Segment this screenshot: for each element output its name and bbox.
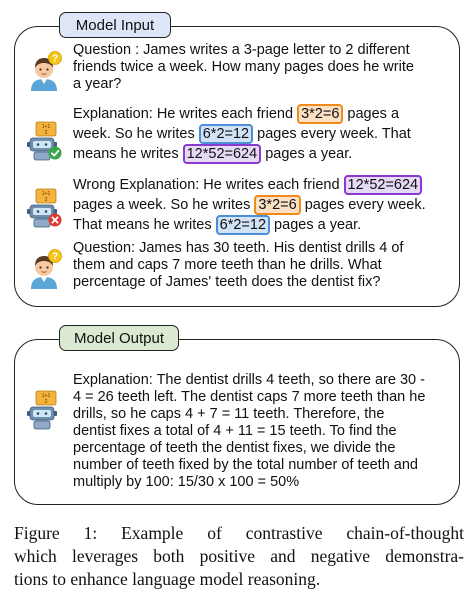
explanation-text: pages every week. That [253, 126, 411, 142]
board-sum: 1+1 [41, 191, 51, 197]
question-mark: ? [51, 53, 59, 65]
board-result: 2 [44, 197, 48, 203]
cross-badge-icon [49, 214, 62, 227]
board-result: 2 [44, 399, 48, 405]
robot-icon [25, 188, 63, 228]
explanation-text: means he writes [73, 146, 183, 162]
correct-explanation [73, 106, 463, 163]
wrong-explanation-text: pages a week. So he writes [73, 197, 255, 213]
model-output-panel [14, 330, 460, 505]
wrong-explanation-text: pages every week. [300, 197, 426, 213]
model-input-panel [14, 17, 460, 307]
output-line: dentist fixes a total of 4 + 11 = 15 teeth. To find the [73, 423, 397, 439]
caption-line: tions to enhance language model reasoning. [14, 569, 321, 589]
highlight-blue: 6*2=12 [199, 124, 253, 144]
output-line: number of teeth fixed by the total number of teeth and [73, 457, 418, 473]
highlight-orange: 3*2=6 [254, 195, 300, 215]
output-explanation [73, 372, 463, 491]
wrong-explanation-text: pages a year. [270, 217, 362, 233]
highlight-purple: 12*52=624 [183, 144, 262, 164]
caption-line: Figure 1: Example of contrastive chain-of-thought [14, 523, 464, 543]
question-1 [73, 42, 463, 93]
model-output-label: Model Output [59, 325, 179, 351]
board-sum: 1+1 [41, 124, 51, 130]
figure-caption [14, 522, 464, 591]
model-input-label: Model Input [59, 12, 171, 38]
explanation-line-2 [73, 126, 463, 143]
highlight-blue: 6*2=12 [216, 215, 270, 235]
question-2-line: Question: James has 30 teeth. His dentist drills 4 of [73, 240, 404, 256]
explanation-text: pages a year. [261, 146, 353, 162]
question-2-line: percentage of James' teeth does the dentist fix? [73, 274, 381, 290]
wrong-explanation-text: Wrong Explanation: He writes each friend [73, 177, 344, 193]
question-1-line: Question : James writes a 3-page letter to 2 different [73, 42, 410, 58]
question-1-line: a year? [73, 76, 122, 92]
caption-line: which leverages both positive and negative demonstra- [14, 546, 464, 566]
question-2-line: them and caps 7 more teeth than he drills. What [73, 257, 382, 273]
wrong-explanation-text: That means he writes [73, 217, 216, 233]
robot-icon [25, 390, 63, 430]
highlight-orange: 3*2=6 [297, 104, 343, 124]
output-line: percentage of teeth the dentist fixes, we divide the [73, 440, 396, 456]
board-sum: 1+1 [41, 393, 51, 399]
output-line: multiply by 100: 15/30 x 100 = 50% [73, 474, 300, 490]
question-mark: ? [51, 251, 59, 263]
explanation-line-3 [73, 146, 463, 163]
explanation-text: Explanation: He writes each friend [73, 106, 298, 122]
question-1-line: friends twice a week. How many pages does he write [73, 59, 414, 75]
wrong-explanation [73, 177, 463, 234]
question-2 [73, 240, 463, 291]
explanation-line-1 [73, 106, 463, 123]
highlight-purple: 12*52=624 [344, 175, 423, 195]
person-question-icon [25, 249, 63, 289]
output-line: 4 = 26 teeth left. The dentist caps 7 more teeth than he [73, 389, 426, 405]
board-result: 2 [44, 130, 48, 136]
wrong-explanation-line-1 [73, 177, 463, 194]
output-line: drills, so he caps 4 + 7 = 11 teeth. Therefore, the [73, 406, 385, 422]
robot-icon [25, 121, 63, 161]
person-question-icon [25, 51, 63, 91]
wrong-explanation-line-2 [73, 197, 463, 214]
output-line: Explanation: The dentist drills 4 teeth, so there are 30 - [73, 372, 425, 388]
explanation-text: pages a [343, 106, 400, 122]
check-badge-icon [49, 147, 62, 160]
explanation-text: week. So he writes [73, 126, 199, 142]
wrong-explanation-line-3 [73, 217, 463, 234]
